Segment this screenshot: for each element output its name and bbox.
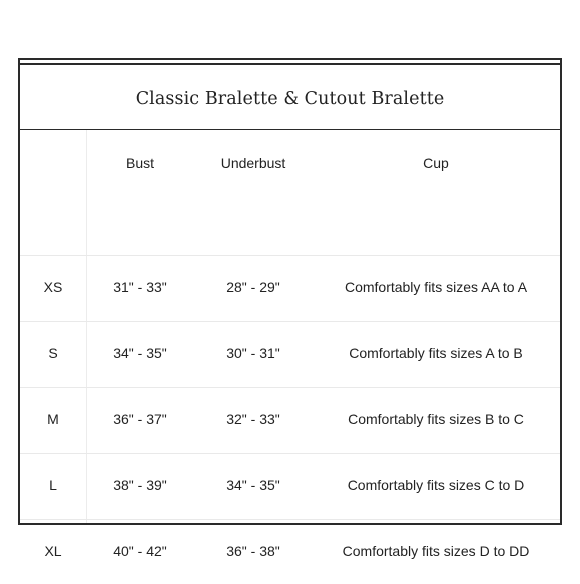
table-row bbox=[20, 452, 560, 518]
cup-value: Comfortably fits sizes B to C bbox=[348, 411, 524, 427]
underbust-value: 30" - 31" bbox=[226, 345, 280, 361]
bust-value: 31" - 33" bbox=[113, 279, 167, 295]
cup-value: Comfortably fits sizes AA to A bbox=[344, 279, 528, 295]
bust-value: 40" - 42" bbox=[113, 543, 167, 559]
underbust-value: 28" - 29" bbox=[226, 279, 280, 295]
size-chart-table bbox=[18, 58, 562, 559]
chart-title: Classic Bralette & Cutout Bralette bbox=[135, 89, 445, 109]
bust-value: 38" - 39" bbox=[113, 477, 167, 493]
size-label: XL bbox=[44, 543, 62, 559]
underbust-value: 32" - 33" bbox=[226, 411, 280, 427]
header-size bbox=[20, 130, 86, 196]
underbust-value: 36" - 38" bbox=[226, 543, 280, 559]
table-row bbox=[20, 386, 560, 452]
table-row bbox=[20, 320, 560, 386]
size-label: L bbox=[49, 477, 57, 493]
underbust-value: 34" - 35" bbox=[226, 477, 280, 493]
size-grid bbox=[20, 130, 560, 559]
header-underbust: Underbust bbox=[220, 155, 286, 171]
header-row bbox=[20, 130, 560, 196]
size-label: M bbox=[47, 411, 59, 427]
cup-value: Comfortably fits sizes C to D bbox=[347, 477, 525, 493]
table-row bbox=[20, 254, 560, 320]
cup-value: Comfortably fits sizes A to B bbox=[349, 345, 523, 361]
header-bust: Bust bbox=[125, 155, 154, 171]
size-label: S bbox=[48, 345, 58, 361]
size-label: XS bbox=[43, 279, 63, 295]
bust-value: 36" - 37" bbox=[113, 411, 167, 427]
title-row bbox=[20, 65, 560, 130]
header-cup: Cup bbox=[423, 155, 449, 171]
table-row bbox=[20, 518, 560, 584]
cup-value: Comfortably fits sizes D to DD bbox=[342, 543, 530, 559]
bust-value: 34" - 35" bbox=[113, 345, 167, 361]
